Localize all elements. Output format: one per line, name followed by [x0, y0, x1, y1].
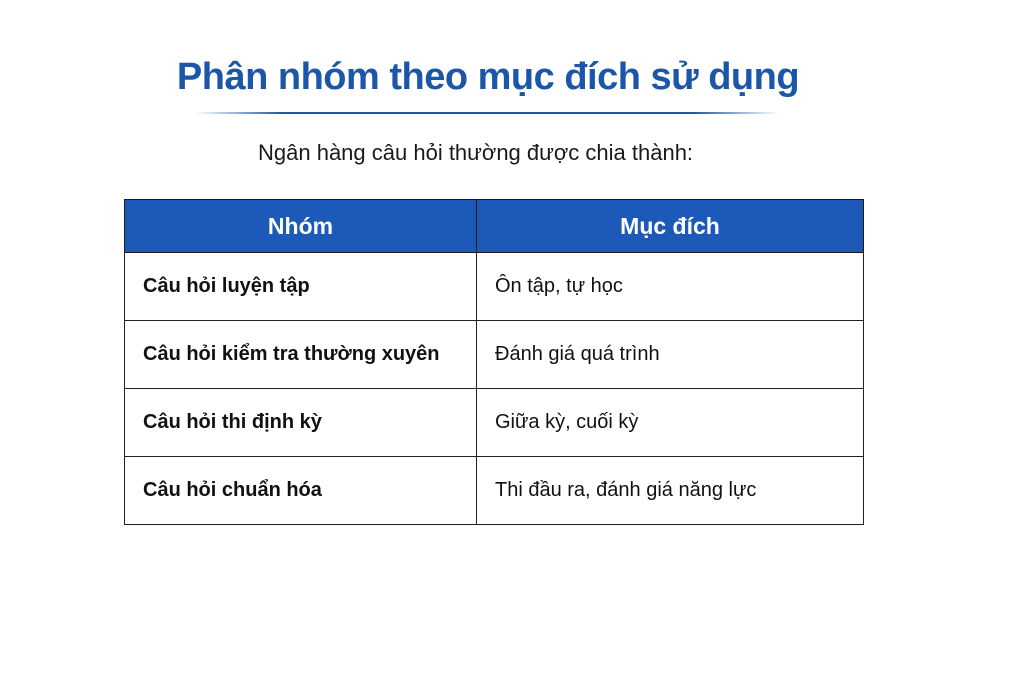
- row-purpose-cell: Giữa kỳ, cuối kỳ: [477, 389, 864, 457]
- row-purpose-cell: Đánh giá quá trình: [477, 321, 864, 389]
- table-header-row: [125, 200, 864, 253]
- row-group-cell: Câu hỏi luyện tập: [125, 253, 477, 321]
- row-purpose-cell: Ôn tập, tự học: [477, 253, 864, 321]
- header-purpose: Mục đích: [477, 200, 864, 253]
- title-underline: [195, 112, 780, 114]
- table-row: [125, 253, 864, 321]
- row-group-cell: Câu hỏi kiểm tra thường xuyên: [125, 321, 477, 389]
- page-title: Phân nhóm theo mục đích sử dụng: [176, 56, 800, 98]
- header-group: Nhóm: [125, 200, 477, 253]
- row-group-cell: Câu hỏi chuẩn hóa: [125, 457, 477, 525]
- intro-text: Ngân hàng câu hỏi thường được chia thành:: [258, 140, 694, 165]
- purpose-table: [124, 199, 864, 525]
- table-row: [125, 321, 864, 389]
- table-row: [125, 389, 864, 457]
- row-group-cell: Câu hỏi thi định kỳ: [125, 389, 477, 457]
- row-purpose-cell: Thi đầu ra, đánh giá năng lực: [477, 457, 864, 525]
- table-row: [125, 457, 864, 525]
